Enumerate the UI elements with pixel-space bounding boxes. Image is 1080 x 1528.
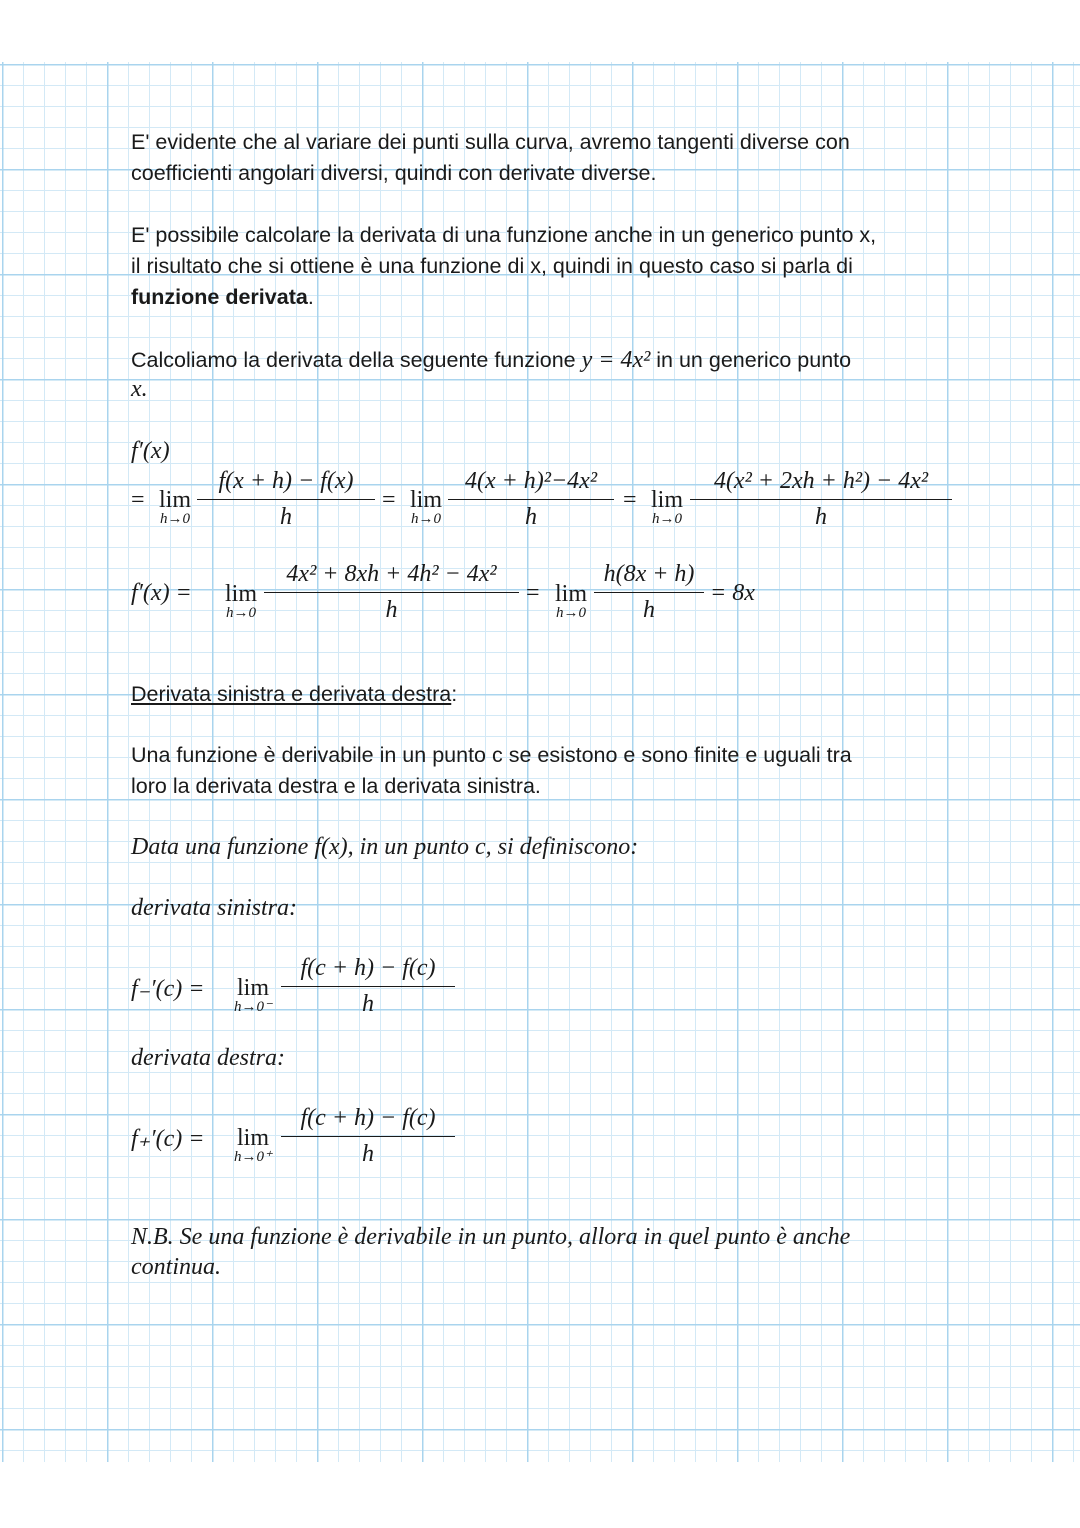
- formula-2-equals: =: [526, 580, 540, 606]
- formula-1-fraction-1: $\frac{f(x + h) - f(x)}{h}$: [197, 468, 375, 531]
- formula-1-equals-3: =: [623, 487, 637, 513]
- left-derivative-fraction: $\frac{f(c + h) - f(c)}{h}$: [281, 955, 455, 1018]
- formula-1-equals: =: [131, 487, 145, 513]
- right-derivative-fraction: $\frac{f(c + h) - f(c)}{h}$: [281, 1105, 455, 1168]
- note-line-2: continua.: [131, 1254, 221, 1280]
- right-derivative-lhs: f₊′(c) =: [131, 1126, 205, 1152]
- right-derivative-limit: lim h→0⁺: [234, 1125, 272, 1165]
- formula-2-lhs: f′(x) =: [131, 580, 192, 606]
- formula-1-fraction-2: $\frac{\text{4(x + h)²−4x²}}{h}$: [448, 468, 614, 531]
- bold-term-funzione-derivata: funzione derivata: [131, 285, 308, 309]
- section-heading: [131, 682, 457, 707]
- paragraph-3-line-2: x.: [131, 376, 148, 402]
- left-derivative-limit: lim h→0⁻: [234, 975, 272, 1015]
- section-heading-colon: :: [451, 682, 458, 706]
- paragraph-3-text-end: in un generico punto: [650, 348, 852, 372]
- formula-2-limit-2: lim h→0: [554, 581, 587, 621]
- paragraph-2-line-3: [131, 285, 314, 310]
- paragraph-2-line-2: il risultato che si ottiene è una funzione di x, quindi in questo caso si parla di: [131, 254, 853, 278]
- paragraph-3-line-1: [131, 347, 851, 374]
- formula-2-limit-1: lim h→0: [224, 581, 257, 621]
- paragraph-2-line-1: E' possibile calcolare la derivata di una funzione anche in un generico punto x,: [131, 223, 877, 247]
- left-derivative-label: derivata sinistra:: [131, 895, 297, 921]
- note-line-1: N.B. Se una funzione è derivabile in un punto, allora in quel punto è anche: [131, 1224, 851, 1250]
- left-derivative-lhs: f₋′(c) =: [131, 976, 205, 1002]
- paragraph-3-text-start: Calcoliamo la derivata della seguente funzione: [131, 348, 582, 372]
- definition-line-2: loro la derivata destra e la derivata sinistra.: [131, 774, 541, 798]
- paragraph-2-period: .: [307, 285, 314, 309]
- formula-2-result: = 8x: [710, 580, 755, 606]
- formula-1-limit-1: lim h→0: [158, 487, 191, 527]
- formula-1-fraction-3: $\frac{\text{4(x² + 2xh + h²) − 4x²}}{h}$: [690, 468, 952, 531]
- paragraph-1-line-1: E' evidente che al variare dei punti sulla curva, avremo tangenti diverse con: [131, 130, 850, 154]
- section-heading-text: Derivata sinistra e derivata destra: [131, 682, 452, 706]
- formula-2-fraction-1: $\frac{\text{4x² + 8xh + 4h² − 4x²}}{h}$: [264, 561, 519, 624]
- inline-formula-y: y = 4x²: [581, 347, 651, 373]
- definition-intro: Data una funzione f(x), in un punto c, si definiscono:: [131, 834, 639, 860]
- paragraph-1-line-2: coefficienti angolari diversi, quindi con derivate diverse.: [131, 161, 657, 185]
- formula-2-fraction-2: $\frac{h(8x + h)}{h}$: [594, 561, 704, 624]
- definition-line-1: Una funzione è derivabile in un punto c se esistono e sono finite e uguali tra: [131, 743, 852, 767]
- right-derivative-label: derivata destra:: [131, 1045, 285, 1071]
- formula-1-limit-2: lim h→0: [409, 487, 442, 527]
- formula-1-lhs: f′(x): [131, 438, 170, 464]
- formula-1-limit-3: lim h→0: [650, 487, 683, 527]
- formula-1-equals-2: =: [382, 487, 396, 513]
